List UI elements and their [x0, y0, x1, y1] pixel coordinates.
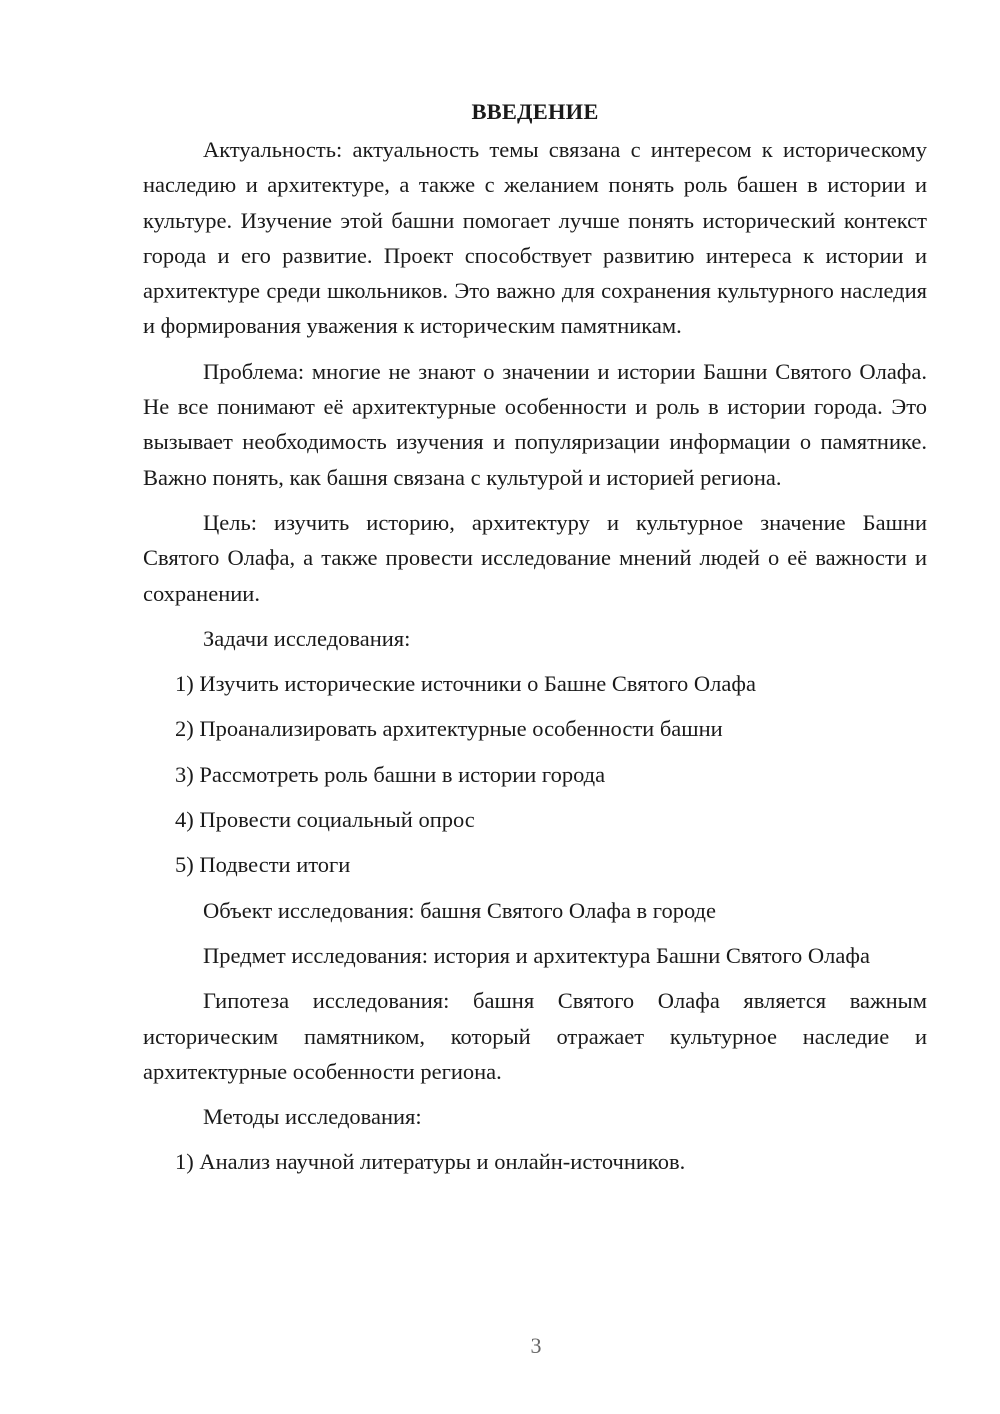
task-item: 4) Провести социальный опрос — [175, 807, 475, 833]
section-title: ВВЕДЕНИЕ — [471, 99, 599, 124]
task-item: 3) Рассмотреть роль башни в истории города — [175, 761, 606, 787]
subject-paragraph: Предмет исследования: история и архитектура Башни Святого Олафа — [203, 942, 870, 968]
object-line: Объект исследования: башня Святого Олафа в городе — [203, 897, 716, 923]
hypothesis-paragraph: Гипотеза исследования: башня Святого Олафа является важным историческим памятником, который отражает культурное наследие и архитектурные особенности региона. — [143, 988, 927, 1084]
task-item: 5) Подвести итоги — [175, 852, 351, 878]
goal-paragraph: Цель: изучить историю, архитектуру и культурное значение Башни Святого Олафа, а также провести исследование мнений людей о её важности и сохранении. — [143, 509, 927, 606]
tasks-heading: Задачи исследования: — [203, 625, 411, 651]
page-content — [143, 96, 927, 1190]
relevance-paragraph: Актуальность: актуальность темы связана с интересом к историческому наследию и архитектуре, а также с желанием понять роль башен в истории и культуре. Изучение этой башни помогает лучше понять исторический контекст города и его развитие. Проект способствует развитию интереса к истории и архитектуре среди школьников. Это важно для сохранения культурного наследия и формирования уважения к историческим памятникам. — [143, 137, 927, 339]
task-item: 2) Проанализировать архитектурные особенности башни — [175, 716, 723, 742]
task-item: 1) Изучить исторические источники о Башне Святого Олафа — [175, 671, 756, 697]
page-number: 3 — [530, 1333, 542, 1358]
problem-paragraph: Проблема: многие не знают о значении и истории Башни Святого Олафа. Не все понимают её архитектурные особенности и роль в истории города. Это вызывает необходимость изучения и популяризации информации о памятнике. Важно понять, как башня связана с культурой и историей региона. — [143, 358, 927, 490]
methods-heading: Методы исследования: — [203, 1104, 422, 1130]
method-item: 1) Анализ научной литературы и онлайн-источников. — [175, 1149, 686, 1175]
